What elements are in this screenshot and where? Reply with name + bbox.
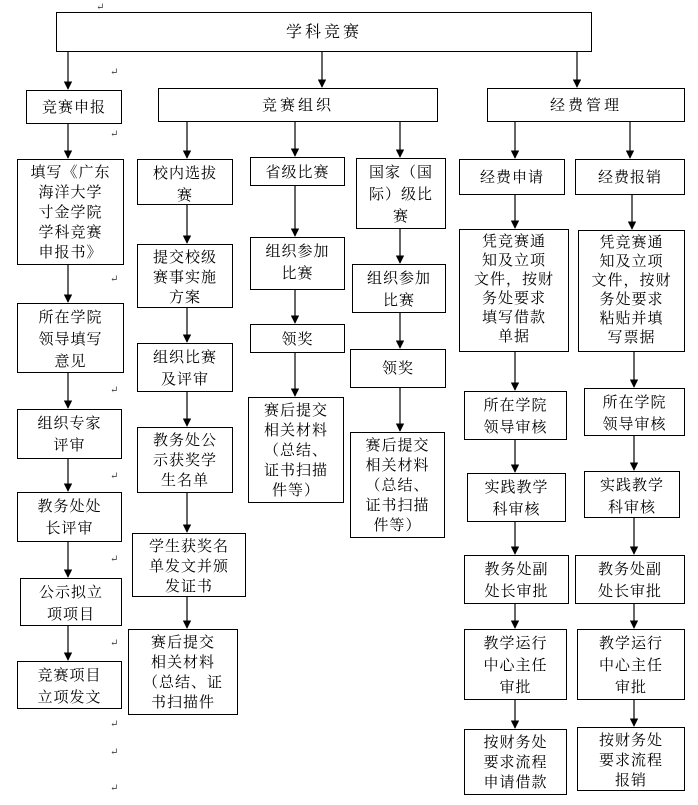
node-apply-loan: 按财务处 要求流程 申请借款	[464, 729, 567, 795]
node-director-review: 教务处处 长评审	[17, 492, 122, 542]
paragraph-mark: ↵	[110, 274, 119, 285]
paragraph-mark: ↵	[110, 129, 119, 140]
paragraph-mark: ↵	[110, 638, 119, 649]
node-submit-implementation-plan: 提交校级 赛事实施 方案	[137, 244, 233, 308]
node-loan-college-leader-review: 所在学院 领导审核	[464, 391, 567, 440]
node-competition-organization: 竞赛组织	[158, 88, 438, 122]
paragraph-mark: ↵	[110, 554, 119, 565]
node-loan-center-director-approval: 教学运行 中心主任 审批	[464, 629, 567, 700]
paragraph-mark: ↵	[110, 471, 119, 482]
node-provincial-award: 领奖	[250, 324, 345, 353]
node-loan-practice-teaching-review: 实践教学 科审核	[467, 473, 566, 522]
node-provincial-participate: 组织参加 比赛	[250, 237, 345, 290]
node-national-award: 领奖	[350, 349, 446, 388]
node-project-approval-document: 竞赛项目 立项发文	[17, 661, 122, 709]
node-reimb-center-director-approval: 教学运行 中心主任 审批	[577, 629, 685, 700]
node-funding-reimbursement: 经费报销	[575, 159, 685, 195]
node-provincial-competition: 省级比赛	[250, 157, 345, 186]
paragraph-mark: ↵	[96, 2, 105, 13]
paragraph-mark: ↵	[110, 67, 119, 78]
paragraph-mark: ↵	[110, 747, 119, 758]
node-issue-certificates: 学生获奖名 单发文并颁 发证书	[132, 533, 246, 597]
node-organize-and-judge: 组织比赛 及评审	[137, 343, 233, 392]
paragraph-mark: ↵	[110, 719, 119, 730]
node-national-participate: 组织参加 比赛	[352, 264, 446, 313]
node-national-competition: 国家（国 际）级比 赛	[356, 158, 446, 229]
root-node-academic-competition: 学科竞赛	[56, 12, 592, 52]
node-college-leader-opinion: 所在学院 领导填写 意见	[17, 303, 124, 373]
node-fill-loan-documents: 凭竞赛通 知及立项 文件，按财 务处要求 填写借款 单据	[459, 229, 569, 352]
paragraph-mark: ↵	[110, 385, 119, 396]
node-loan-deputy-director-approval: 教务处副 处长审批	[464, 555, 569, 604]
node-reimb-college-leader-review: 所在学院 领导审核	[584, 388, 685, 436]
node-provincial-post-submit-materials: 赛后提交 相关材料 （总结、 证书扫描 件等）	[248, 397, 344, 503]
node-publicize-projects: 公示拟立 项项目	[20, 578, 122, 626]
node-fill-application-form: 填写《广东 海洋大学 寸金学院 学科竞赛 申报书》	[17, 159, 124, 265]
node-campus-post-submit-materials: 赛后提交 相关材料 （总结、证 书扫描件	[128, 629, 238, 715]
paragraph-mark: ↵	[110, 783, 119, 794]
node-expert-review: 组织专家 评审	[17, 409, 122, 459]
node-national-post-submit-materials: 赛后提交 相关材料 （总结、 证书扫描 件等）	[350, 432, 445, 538]
node-reimb-practice-teaching-review: 实践教学 科审核	[584, 471, 680, 518]
node-reimb-deputy-director-approval: 教务处副 处长审批	[575, 555, 685, 604]
node-competition-application: 竞赛申报	[26, 90, 122, 124]
node-campus-selection: 校内选拔 赛	[137, 159, 233, 205]
node-fill-invoices: 凭竞赛通 知及立项 文件，按财 务处要求 粘贴并填 写票据	[578, 230, 685, 352]
node-funding-application: 经费申请	[459, 159, 565, 195]
node-funding-management: 经费管理	[487, 88, 685, 122]
node-publicize-winners: 教务处公 示获奖学 生名单	[137, 427, 233, 493]
node-reimburse: 按财务处 要求流程 报销	[577, 727, 685, 791]
